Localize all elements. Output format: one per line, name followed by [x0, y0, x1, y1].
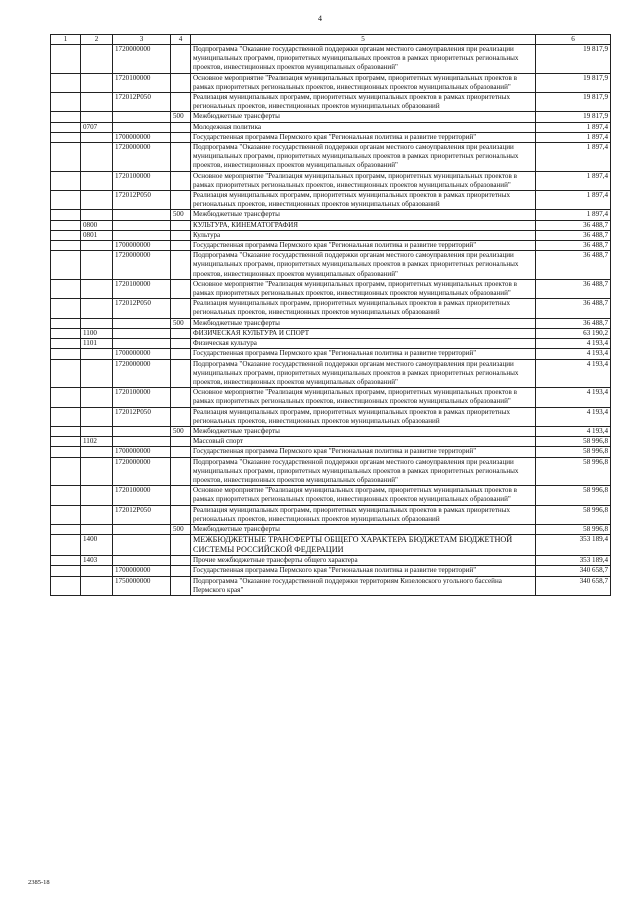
table-row — [51, 388, 611, 407]
row-amount-cell: 36 488,7 — [536, 299, 611, 318]
section-code-cell — [81, 447, 113, 457]
target-article-code-cell — [113, 318, 171, 328]
target-article-code-cell — [113, 112, 171, 122]
table-row — [51, 210, 611, 220]
row-amount-cell: 19 817,9 — [536, 45, 611, 74]
table-row — [51, 230, 611, 240]
row-amount-cell: 63 190,2 — [536, 328, 611, 338]
row-name-cell: ФИЗИЧЕСКАЯ КУЛЬТУРА И СПОРТ — [191, 328, 536, 338]
table-row — [51, 241, 611, 251]
row-col1-cell — [51, 112, 81, 122]
table-row — [51, 359, 611, 388]
row-amount-cell: 1 897,4 — [536, 143, 611, 172]
row-amount-cell: 36 488,7 — [536, 279, 611, 298]
row-name-cell: Межбюджетные трансферты — [191, 210, 536, 220]
target-article-code-cell: 1750000000 — [113, 576, 171, 595]
row-col1-cell — [51, 45, 81, 74]
target-article-code-cell — [113, 210, 171, 220]
table-row — [51, 486, 611, 505]
column-header: 2 — [81, 35, 113, 45]
expense-type-code-cell — [171, 132, 191, 142]
row-col1-cell — [51, 143, 81, 172]
row-amount-cell: 19 817,9 — [536, 93, 611, 112]
row-name-cell: Государственная программа Пермского края "Региональная политика и развитие территорий" — [191, 447, 536, 457]
section-code-cell: 0801 — [81, 230, 113, 240]
section-code-cell — [81, 407, 113, 426]
expense-type-code-cell: 500 — [171, 210, 191, 220]
section-code-cell — [81, 210, 113, 220]
row-amount-cell: 1 897,4 — [536, 191, 611, 210]
row-col1-cell — [51, 241, 81, 251]
row-col1-cell — [51, 437, 81, 447]
target-article-code-cell: 172012Р050 — [113, 93, 171, 112]
row-col1-cell — [51, 318, 81, 328]
expense-type-code-cell — [171, 171, 191, 190]
row-amount-cell: 353 189,4 — [536, 556, 611, 566]
expense-type-code-cell — [171, 73, 191, 92]
row-col1-cell — [51, 122, 81, 132]
expense-type-code-cell — [171, 457, 191, 486]
table-row — [51, 251, 611, 280]
row-col1-cell — [51, 230, 81, 240]
expense-type-code-cell — [171, 388, 191, 407]
table-row — [51, 220, 611, 230]
target-article-code-cell: 1720000000 — [113, 45, 171, 74]
expense-type-code-cell — [171, 220, 191, 230]
section-code-cell — [81, 299, 113, 318]
row-amount-cell: 1 897,4 — [536, 171, 611, 190]
expense-type-code-cell — [171, 45, 191, 74]
table-row — [51, 556, 611, 566]
row-amount-cell: 340 658,7 — [536, 566, 611, 576]
section-code-cell — [81, 241, 113, 251]
row-name-cell: Физическая культура — [191, 339, 536, 349]
row-name-cell: Основное мероприятие "Реализация муниципальных программ, приоритетных муниципальных проектов в рамках приоритетных региональных проектов, инвестиционных проектов муниципальных образований" — [191, 486, 536, 505]
row-name-cell: Подпрограмма "Оказание государственной поддержки органам местного самоуправления при реализации муниципальных программ, приоритетных муниципальных проектов в рамках приоритетных региональных проектов, инвестиционных проектов муниципальных образований" — [191, 359, 536, 388]
section-code-cell: 1400 — [81, 535, 113, 556]
section-code-cell — [81, 45, 113, 74]
row-name-cell: Межбюджетные трансферты — [191, 426, 536, 436]
row-amount-cell: 4 193,4 — [536, 426, 611, 436]
section-code-cell: 1102 — [81, 437, 113, 447]
row-col1-cell — [51, 486, 81, 505]
table-row — [51, 505, 611, 524]
table-row — [51, 171, 611, 190]
row-name-cell: Подпрограмма "Оказание государственной поддержки органам местного самоуправления при реализации муниципальных программ, приоритетных муниципальных проектов в рамках приоритетных региональных проектов, инвестиционных проектов муниципальных образований" — [191, 45, 536, 74]
expense-type-code-cell: 500 — [171, 524, 191, 534]
expense-type-code-cell — [171, 279, 191, 298]
target-article-code-cell: 1720100000 — [113, 171, 171, 190]
expense-type-code-cell — [171, 191, 191, 210]
row-name-cell: Подпрограмма "Оказание государственной поддержки органам местного самоуправления при реализации муниципальных программ, приоритетных муниципальных проектов в рамках приоритетных региональных проектов, инвестиционных проектов муниципальных образований" — [191, 143, 536, 172]
row-col1-cell — [51, 388, 81, 407]
table-row — [51, 73, 611, 92]
section-code-cell: 1101 — [81, 339, 113, 349]
row-name-cell: Государственная программа Пермского края "Региональная политика и развитие территорий" — [191, 241, 536, 251]
row-col1-cell — [51, 299, 81, 318]
section-code-cell — [81, 112, 113, 122]
row-name-cell: Основное мероприятие "Реализация муниципальных программ, приоритетных муниципальных проектов в рамках приоритетных региональных проектов, инвестиционных проектов муниципальных образований" — [191, 73, 536, 92]
row-amount-cell: 4 193,4 — [536, 349, 611, 359]
row-name-cell: Реализация муниципальных программ, приоритетных муниципальных проектов в рамках приоритетных региональных проектов, инвестиционных проектов муниципальных образований — [191, 299, 536, 318]
target-article-code-cell — [113, 339, 171, 349]
row-amount-cell: 4 193,4 — [536, 388, 611, 407]
row-col1-cell — [51, 328, 81, 338]
row-name-cell: Реализация муниципальных программ, приоритетных муниципальных проектов в рамках приоритетных региональных проектов, инвестиционных проектов муниципальных образований — [191, 407, 536, 426]
column-header: 3 — [113, 35, 171, 45]
target-article-code-cell — [113, 220, 171, 230]
table-row — [51, 328, 611, 338]
target-article-code-cell — [113, 328, 171, 338]
row-col1-cell — [51, 171, 81, 190]
expense-type-code-cell: 500 — [171, 112, 191, 122]
table-row — [51, 279, 611, 298]
table-body — [51, 45, 611, 596]
row-amount-cell: 19 817,9 — [536, 73, 611, 92]
target-article-code-cell — [113, 437, 171, 447]
row-col1-cell — [51, 566, 81, 576]
row-amount-cell: 58 996,8 — [536, 486, 611, 505]
row-name-cell: Реализация муниципальных программ, приоритетных муниципальных проектов в рамках приоритетных региональных проектов, инвестиционных проектов муниципальных образований — [191, 505, 536, 524]
target-article-code-cell: 1720000000 — [113, 457, 171, 486]
section-code-cell — [81, 426, 113, 436]
table-row — [51, 318, 611, 328]
table-row — [51, 535, 611, 556]
target-article-code-cell: 172012Р050 — [113, 299, 171, 318]
row-amount-cell: 36 488,7 — [536, 230, 611, 240]
section-code-cell — [81, 132, 113, 142]
expense-type-code-cell — [171, 122, 191, 132]
table-row — [51, 566, 611, 576]
section-code-cell — [81, 73, 113, 92]
target-article-code-cell: 1700000000 — [113, 447, 171, 457]
target-article-code-cell — [113, 230, 171, 240]
expense-type-code-cell — [171, 576, 191, 595]
row-amount-cell: 4 193,4 — [536, 407, 611, 426]
expense-type-code-cell — [171, 143, 191, 172]
expense-type-code-cell — [171, 566, 191, 576]
expense-type-code-cell: 500 — [171, 426, 191, 436]
row-amount-cell: 4 193,4 — [536, 339, 611, 349]
expense-type-code-cell — [171, 339, 191, 349]
row-col1-cell — [51, 279, 81, 298]
table-row — [51, 299, 611, 318]
row-amount-cell: 58 996,8 — [536, 447, 611, 457]
table-row — [51, 45, 611, 74]
table-row — [51, 132, 611, 142]
target-article-code-cell: 1720100000 — [113, 279, 171, 298]
row-name-cell: Молодежная политика — [191, 122, 536, 132]
expense-type-code-cell — [171, 535, 191, 556]
target-article-code-cell — [113, 556, 171, 566]
row-name-cell: Культура — [191, 230, 536, 240]
row-name-cell: Подпрограмма "Оказание государственной поддержки органам местного самоуправления при реализации муниципальных программ, приоритетных муниципальных проектов в рамках приоритетных региональных проектов, инвестиционных проектов муниципальных образований" — [191, 251, 536, 280]
target-article-code-cell: 1700000000 — [113, 241, 171, 251]
expense-type-code-cell — [171, 241, 191, 251]
target-article-code-cell: 1720100000 — [113, 388, 171, 407]
table-row — [51, 447, 611, 457]
row-col1-cell — [51, 93, 81, 112]
expense-type-code-cell — [171, 486, 191, 505]
column-number-header-row — [51, 35, 611, 45]
page-number: 4 — [318, 14, 322, 23]
expense-type-code-cell — [171, 93, 191, 112]
row-name-cell: Реализация муниципальных программ, приоритетных муниципальных проектов в рамках приоритетных региональных проектов, инвестиционных проектов муниципальных образований — [191, 93, 536, 112]
section-code-cell: 1403 — [81, 556, 113, 566]
section-code-cell: 0800 — [81, 220, 113, 230]
section-code-cell — [81, 359, 113, 388]
table-row — [51, 112, 611, 122]
row-name-cell: Основное мероприятие "Реализация муниципальных программ, приоритетных муниципальных проектов в рамках приоритетных региональных проектов, инвестиционных проектов муниципальных образований" — [191, 388, 536, 407]
target-article-code-cell — [113, 535, 171, 556]
row-name-cell: Подпрограмма "Оказание государственной поддержки территориям Кизеловского угольного бассейна Пермского края" — [191, 576, 536, 595]
row-col1-cell — [51, 210, 81, 220]
section-code-cell — [81, 388, 113, 407]
column-header: 1 — [51, 35, 81, 45]
section-code-cell — [81, 318, 113, 328]
target-article-code-cell: 1700000000 — [113, 566, 171, 576]
table-row — [51, 122, 611, 132]
section-code-cell — [81, 524, 113, 534]
expense-type-code-cell — [171, 556, 191, 566]
target-article-code-cell — [113, 122, 171, 132]
row-amount-cell: 36 488,7 — [536, 251, 611, 280]
row-amount-cell: 1 897,4 — [536, 132, 611, 142]
column-header: 6 — [536, 35, 611, 45]
row-col1-cell — [51, 426, 81, 436]
expense-type-code-cell: 500 — [171, 318, 191, 328]
row-amount-cell: 353 189,4 — [536, 535, 611, 556]
table-row — [51, 93, 611, 112]
row-name-cell: Межбюджетные трансферты — [191, 112, 536, 122]
column-header: 4 — [171, 35, 191, 45]
expense-type-code-cell — [171, 349, 191, 359]
row-amount-cell: 1 897,4 — [536, 122, 611, 132]
section-code-cell — [81, 566, 113, 576]
footer-document-code: 2385-18 — [28, 879, 50, 886]
expense-type-code-cell — [171, 505, 191, 524]
row-col1-cell — [51, 556, 81, 566]
section-code-cell — [81, 171, 113, 190]
row-name-cell: Государственная программа Пермского края "Региональная политика и развитие территорий" — [191, 566, 536, 576]
expense-type-code-cell — [171, 407, 191, 426]
row-name-cell: Основное мероприятие "Реализация муниципальных программ, приоритетных муниципальных проектов в рамках приоритетных региональных проектов, инвестиционных проектов муниципальных образований" — [191, 279, 536, 298]
row-name-cell: Основное мероприятие "Реализация муниципальных программ, приоритетных муниципальных проектов в рамках приоритетных региональных проектов, инвестиционных проектов муниципальных образований" — [191, 171, 536, 190]
section-code-cell — [81, 279, 113, 298]
target-article-code-cell: 1720000000 — [113, 251, 171, 280]
row-name-cell: Государственная программа Пермского края "Региональная политика и развитие территорий" — [191, 349, 536, 359]
row-col1-cell — [51, 251, 81, 280]
row-amount-cell: 58 996,8 — [536, 437, 611, 447]
target-article-code-cell — [113, 524, 171, 534]
row-name-cell: Межбюджетные трансферты — [191, 524, 536, 534]
row-name-cell: КУЛЬТУРА, КИНЕМАТОГРАФИЯ — [191, 220, 536, 230]
target-article-code-cell: 1720000000 — [113, 143, 171, 172]
table-row — [51, 407, 611, 426]
section-code-cell — [81, 457, 113, 486]
expense-type-code-cell — [171, 359, 191, 388]
row-amount-cell: 36 488,7 — [536, 318, 611, 328]
expense-type-code-cell — [171, 447, 191, 457]
row-name-cell: Подпрограмма "Оказание государственной поддержки органам местного самоуправления при реализации муниципальных программ, приоритетных муниципальных проектов в рамках приоритетных региональных проектов, инвестиционных проектов муниципальных образований" — [191, 457, 536, 486]
target-article-code-cell: 1720100000 — [113, 73, 171, 92]
row-col1-cell — [51, 505, 81, 524]
row-amount-cell: 1 897,4 — [536, 210, 611, 220]
table-row — [51, 143, 611, 172]
row-col1-cell — [51, 535, 81, 556]
row-amount-cell: 36 488,7 — [536, 220, 611, 230]
table-row — [51, 524, 611, 534]
row-col1-cell — [51, 576, 81, 595]
row-amount-cell: 19 817,9 — [536, 112, 611, 122]
row-col1-cell — [51, 339, 81, 349]
table-row — [51, 437, 611, 447]
section-code-cell — [81, 251, 113, 280]
target-article-code-cell: 1720000000 — [113, 359, 171, 388]
row-col1-cell — [51, 191, 81, 210]
section-code-cell — [81, 576, 113, 595]
row-col1-cell — [51, 359, 81, 388]
row-col1-cell — [51, 407, 81, 426]
row-amount-cell: 58 996,8 — [536, 505, 611, 524]
budget-table — [50, 34, 611, 596]
expense-type-code-cell — [171, 437, 191, 447]
table-row — [51, 457, 611, 486]
table-row — [51, 576, 611, 595]
table-row — [51, 191, 611, 210]
row-amount-cell: 58 996,8 — [536, 524, 611, 534]
table-row — [51, 349, 611, 359]
section-code-cell — [81, 505, 113, 524]
section-code-cell — [81, 93, 113, 112]
row-col1-cell — [51, 73, 81, 92]
column-header: 5 — [191, 35, 536, 45]
row-col1-cell — [51, 524, 81, 534]
row-amount-cell: 4 193,4 — [536, 359, 611, 388]
target-article-code-cell: 1700000000 — [113, 132, 171, 142]
expense-type-code-cell — [171, 251, 191, 280]
row-col1-cell — [51, 132, 81, 142]
row-amount-cell: 340 658,7 — [536, 576, 611, 595]
expense-type-code-cell — [171, 299, 191, 318]
section-code-cell: 1100 — [81, 328, 113, 338]
target-article-code-cell: 172012Р050 — [113, 191, 171, 210]
section-code-cell — [81, 143, 113, 172]
row-col1-cell — [51, 220, 81, 230]
table-row — [51, 339, 611, 349]
target-article-code-cell: 1720100000 — [113, 486, 171, 505]
row-name-cell: МЕЖБЮДЖЕТНЫЕ ТРАНСФЕРТЫ ОБЩЕГО ХАРАКТЕРА БЮДЖЕТАМ БЮДЖЕТНОЙ СИСТЕМЫ РОССИЙСКОЙ ФЕДЕРАЦИИ — [191, 535, 536, 556]
section-code-cell — [81, 349, 113, 359]
row-amount-cell: 58 996,8 — [536, 457, 611, 486]
expense-type-code-cell — [171, 230, 191, 240]
expense-type-code-cell — [171, 328, 191, 338]
row-name-cell: Межбюджетные трансферты — [191, 318, 536, 328]
section-code-cell — [81, 486, 113, 505]
row-name-cell: Государственная программа Пермского края "Региональная политика и развитие территорий" — [191, 132, 536, 142]
row-name-cell: Прочие межбюджетные трансферты общего характера — [191, 556, 536, 566]
target-article-code-cell: 172012Р050 — [113, 407, 171, 426]
row-name-cell: Реализация муниципальных программ, приоритетных муниципальных проектов в рамках приоритетных региональных проектов, инвестиционных проектов муниципальных образований — [191, 191, 536, 210]
target-article-code-cell: 172012Р050 — [113, 505, 171, 524]
row-amount-cell: 36 488,7 — [536, 241, 611, 251]
target-article-code-cell: 1700000000 — [113, 349, 171, 359]
section-code-cell — [81, 191, 113, 210]
target-article-code-cell — [113, 426, 171, 436]
section-code-cell: 0707 — [81, 122, 113, 132]
row-col1-cell — [51, 447, 81, 457]
row-col1-cell — [51, 349, 81, 359]
row-col1-cell — [51, 457, 81, 486]
row-name-cell: Массовый спорт — [191, 437, 536, 447]
table-row — [51, 426, 611, 436]
